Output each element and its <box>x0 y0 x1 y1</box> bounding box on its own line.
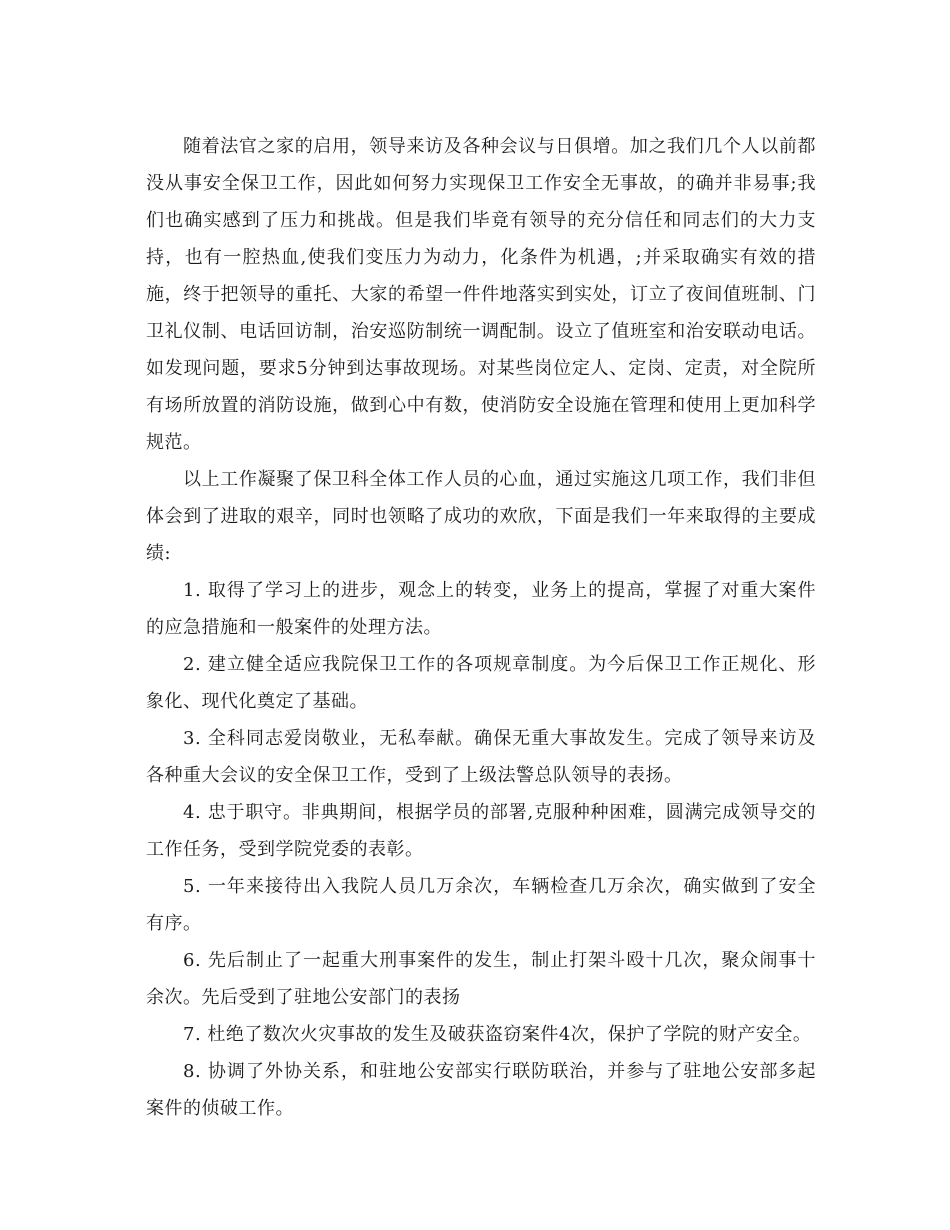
paragraph-summary: 以上工作凝聚了保卫科全体工作人员的心血，通过实施这几项工作，我们非但体会到了进取的艰辛，同时也领略了成功的欢欣，下面是我们一年来取得的主要成绩: <box>146 469 816 564</box>
list-item-3: 3. 全科同志爱岗敬业，无私奉献。确保无重大事故发生。完成了领导来访及各种重大会议的安全保卫工作，受到了上级法警总队领导的表扬。 <box>146 728 816 786</box>
list-item-4: 4. 忠于职守。非典期间，根据学员的部署,克服种种困难，圆满完成领导交的工作任务，受到学院党委的表彰。 <box>146 802 816 860</box>
list-item-8: 8. 协调了外协关系，和驻地公安部实行联防联治，并参与了驻地公安部多起案件的侦破工作。 <box>146 1061 816 1119</box>
list-item-7: 7. 杜绝了数次火灾事故的发生及破获盗窃案件4次，保护了学院的财产安全。 <box>183 1024 812 1045</box>
list-item-1: 1. 取得了学习上的进步，观念上的转变，业务上的提高，掌握了对重大案件的应急措施和一般案件的处理方法。 <box>146 580 816 638</box>
document-body <box>146 128 816 1127</box>
paragraph-intro: 随着法官之家的启用，领导来访及各种会议与日俱增。加之我们几个人以前都没从事安全保卫工作，因此如何努力实现保卫工作安全无事故，的确并非易事;我们也确实感到了压力和挑战。但是我们毕竟有领导的充分信任和同志们的大力支持，也有一腔热血,使我们变压力为动力，化条件为机遇，;并采取确实有效的措施，终于把领导的重托、大家的希望一件件地落实到实处，订立了夜间值班制、门卫礼仪制、电话回访制，治安巡防制统一调配制。设立了值班室和治安联动电话。如发现问题，要求5分钟到达事故现场。对某些岗位定人、定岗、定责，对全院所有场所放置的消防设施，做到心中有数，使消防安全设施在管理和使用上更加科学规范。 <box>146 136 816 453</box>
list-item-2: 2. 建立健全适应我院保卫工作的各项规章制度。为今后保卫工作正规化、形象化、现代化奠定了基础。 <box>146 654 816 712</box>
list-item-6: 6. 先后制止了一起重大刑事案件的发生，制止打架斗殴十几次，聚众闹事十余次。先后受到了驻地公安部门的表扬 <box>146 950 816 1008</box>
list-item-5: 5. 一年来接待出入我院人员几万余次，车辆检查几万余次，确实做到了安全有序。 <box>146 876 816 934</box>
